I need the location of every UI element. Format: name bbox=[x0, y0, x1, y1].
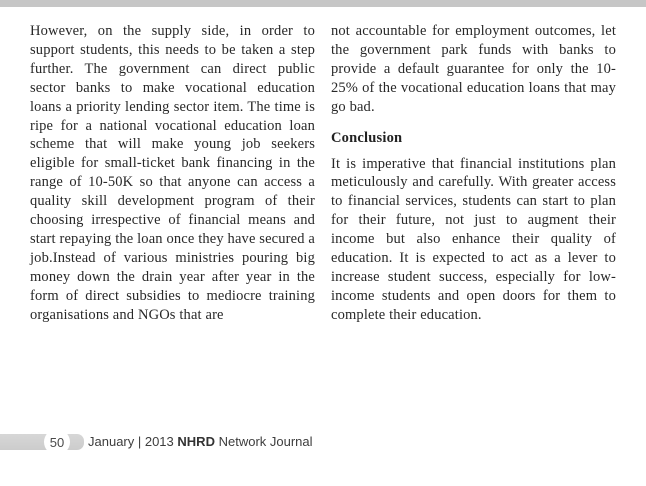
paragraph-continuation: not accountable for employment outcomes, let the government park funds with banks to provide a default guarantee for only the 10-25% of the vocational education loans that may go bad. bbox=[331, 23, 616, 115]
footer-journal-abbrev: NHRD bbox=[177, 434, 215, 449]
footer-issue: January | 2013 bbox=[88, 434, 174, 449]
page-number: 50 bbox=[49, 434, 65, 450]
footer-band bbox=[0, 434, 84, 450]
footer-journal-name: Network Journal bbox=[218, 434, 313, 449]
left-column bbox=[30, 22, 315, 325]
page-footer bbox=[0, 429, 646, 457]
page-number-badge bbox=[44, 429, 70, 455]
top-accent-bar bbox=[0, 0, 646, 7]
right-column bbox=[331, 22, 616, 325]
paragraph-conclusion: It is imperative that financial institutions plan meticulously and carefully. With greater access to financial services, students can start to plan for their future, not just to augment their income but also enhance their quality of education. It is expected to act as a lever to increase student success, especially for low-income students and open doors for them to complete their education. bbox=[331, 155, 616, 323]
journal-line bbox=[88, 429, 313, 455]
conclusion-heading: Conclusion bbox=[331, 129, 403, 146]
article-body bbox=[30, 22, 616, 325]
paragraph-supply-side: However, on the supply side, in order to support students, this needs to be taken a step further. The government can direct public sector banks to make vocational education loans a priority lending sector item. The time is ripe for a national vocational education loan scheme that will make young job seekers eligible for small-ticket bank financing in the range of 10-50K so that anyone can access a quality skill development program of their choosing irrespective of financial means and start repaying the loan once they have secured a job.Instead of various ministries pouring big money down the drain year after year in the form of direct subsidies to mediocre training organisations and NGOs that are bbox=[30, 23, 315, 323]
